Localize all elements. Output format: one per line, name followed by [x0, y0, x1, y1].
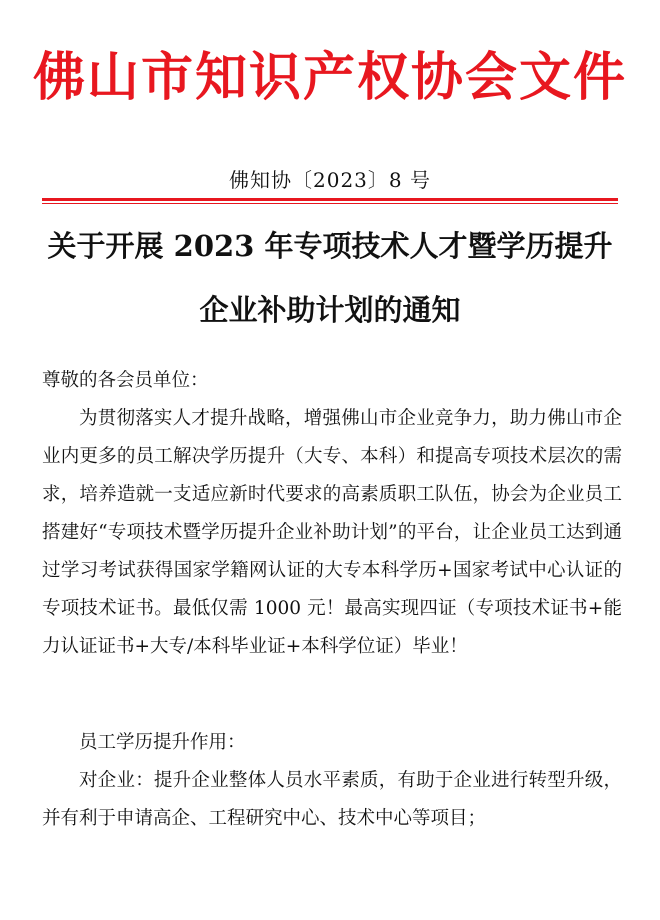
main-paragraph: 为贯彻落实人才提升战略，增强佛山市企业竞争力，助力佛山市企业内更多的员工解决学历提升（大专、本科）和提高专项技术层次的需求，培养造就一支适应新时代要求的高素质职工队伍，协会为企业员工搭建好“专项技术暨学历提升企业补助计划”的平台，让企业员工达到通过学习考试获得国家学籍网认证的大专本科学历+国家考试中心认证的专项技术证书。最低仅需 1000 元！最高实现四证（专项技术证书+能力认证证书+大专/本科毕业证+本科学位证）毕业！	[42, 408, 622, 657]
notice-title-line-1: 关于开展 2023 年专项技术人才暨学历提升	[47, 229, 613, 263]
role-heading-paragraph: 员工学历提升作用：	[79, 732, 246, 753]
document-header-title: 佛山市知识产权协会文件	[32, 47, 627, 108]
header-divider-thin	[42, 203, 618, 204]
document-number: 佛知协〔2023〕8 号	[229, 168, 431, 192]
salutation: 尊敬的各会员单位：	[42, 370, 209, 391]
notice-title-line-2: 企业补助计划的通知	[199, 293, 461, 327]
header-divider-thick	[42, 198, 618, 201]
enterprise-paragraph: 对企业：提升企业整体人员水平素质，有助于企业进行转型升级，并有利于申请高企、工程研究中心、技术中心等项目；	[42, 770, 622, 829]
